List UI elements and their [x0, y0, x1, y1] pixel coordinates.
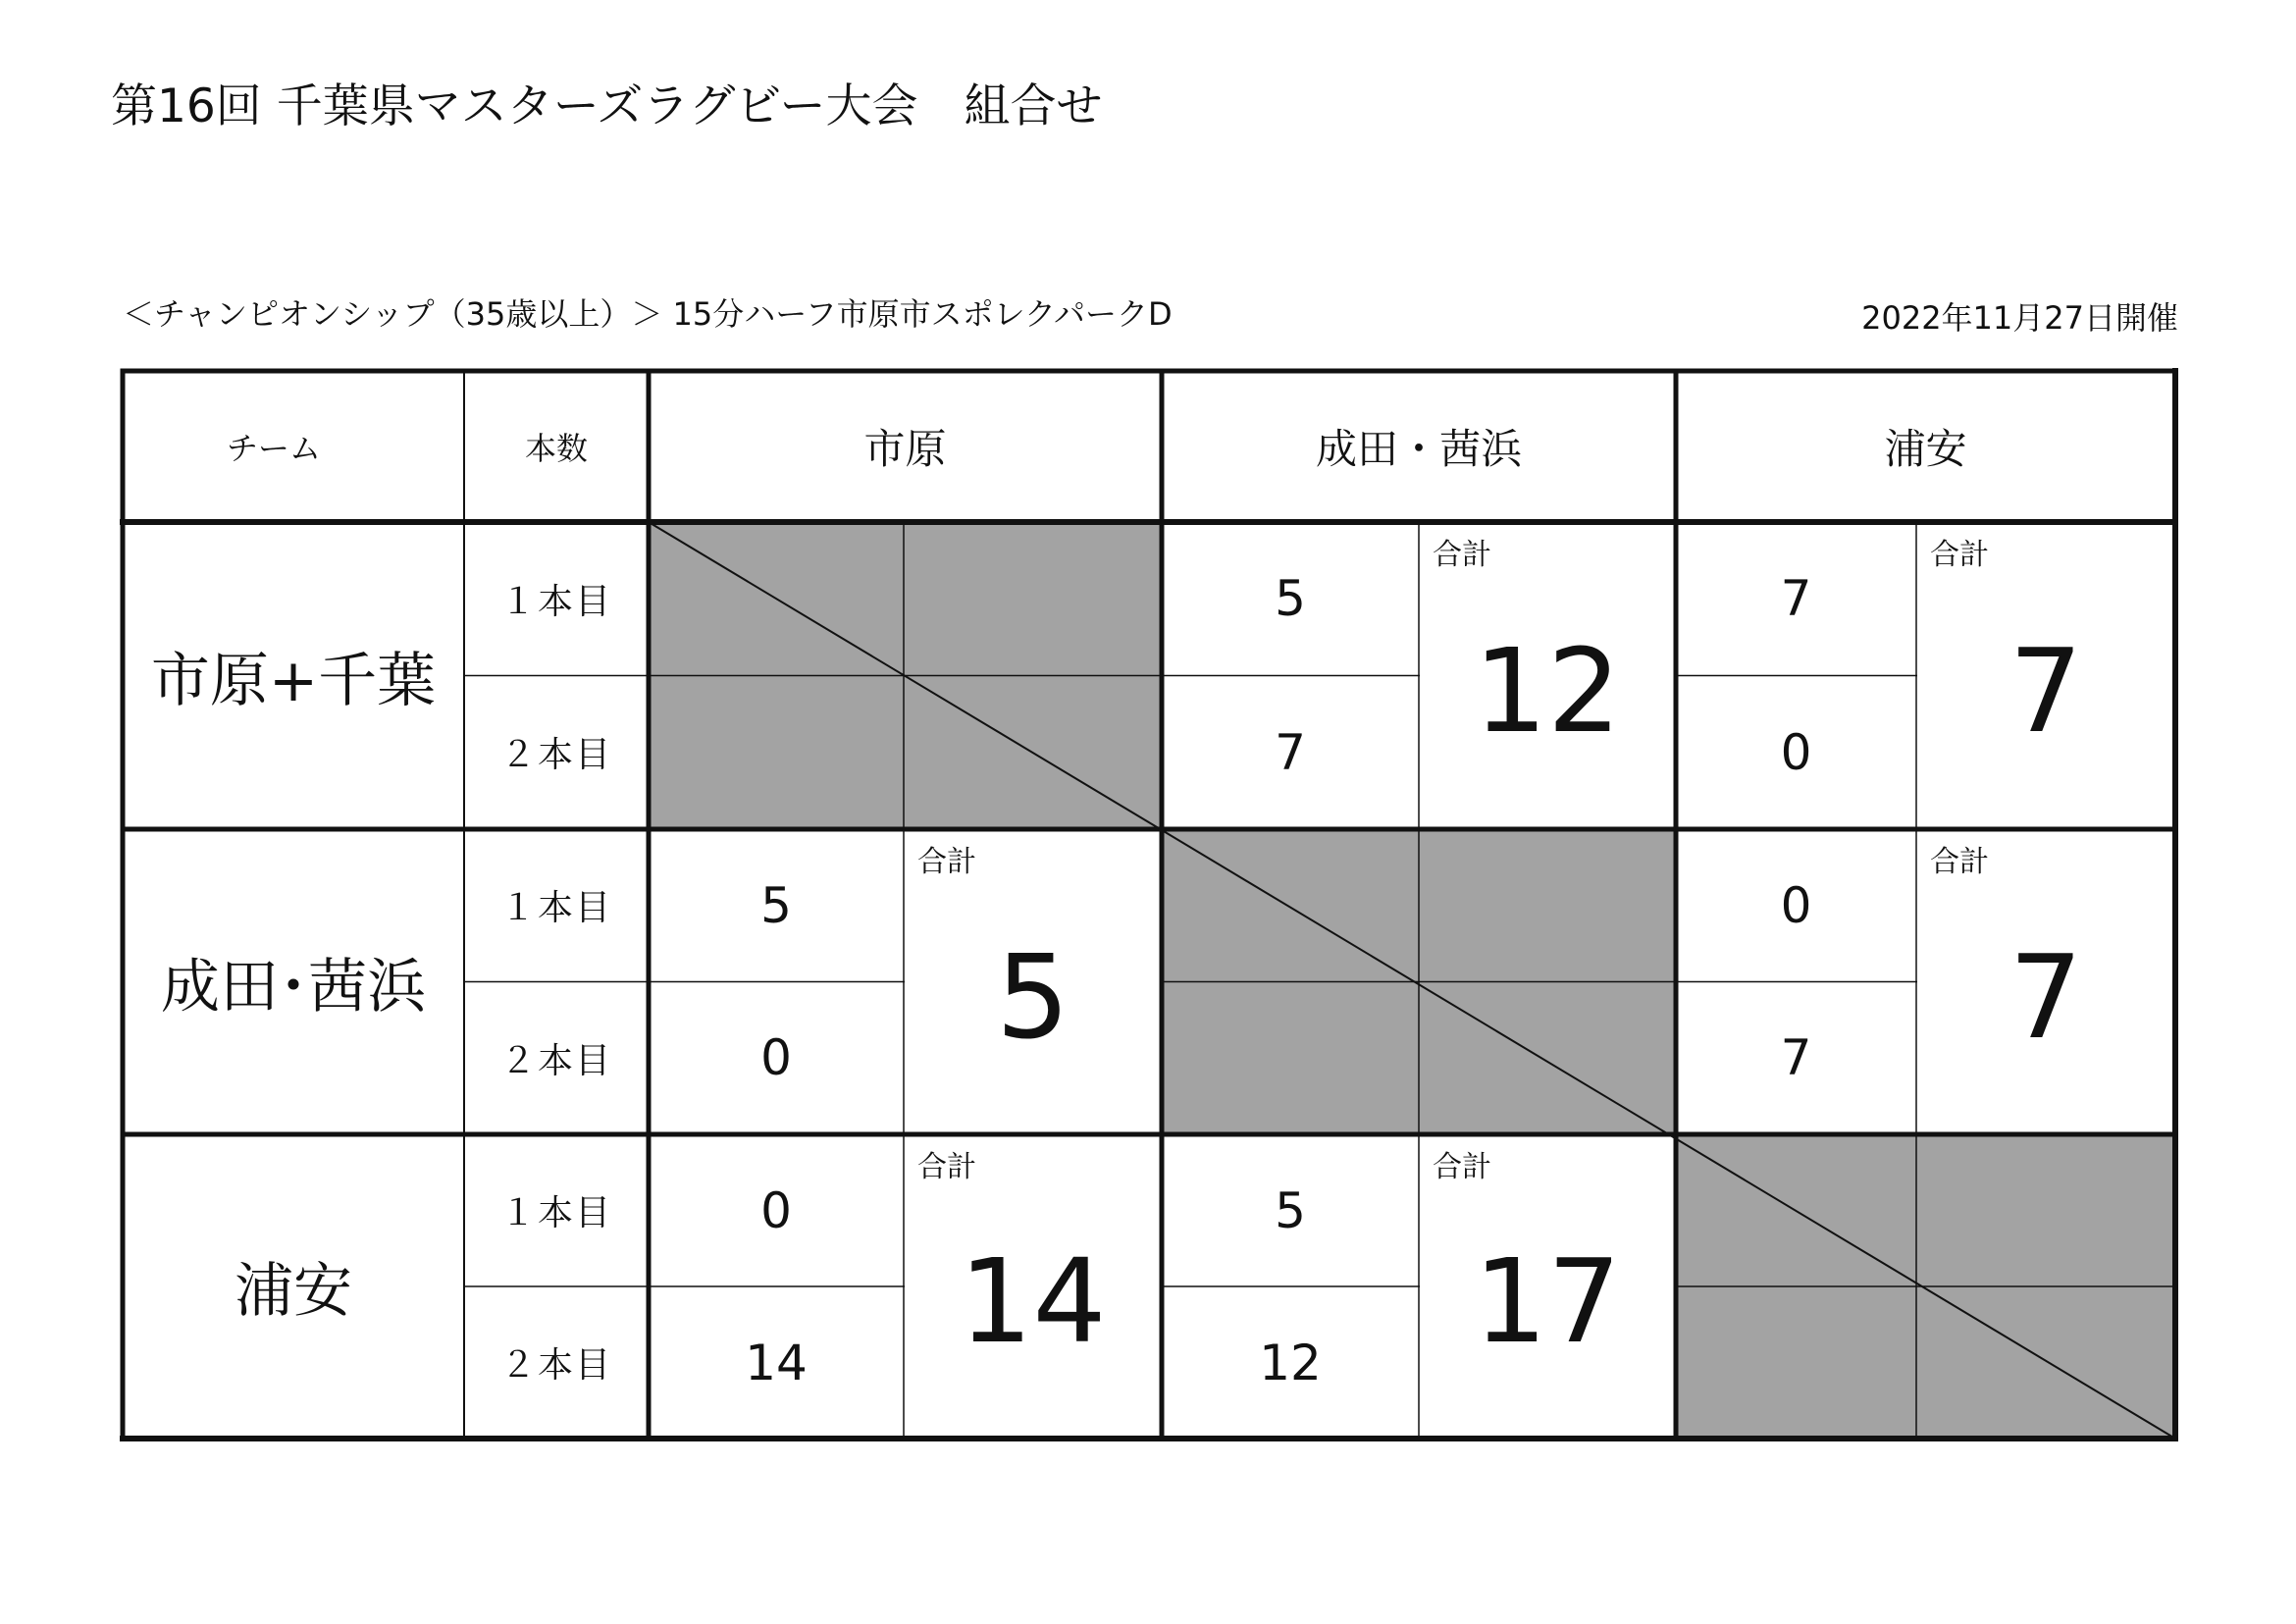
row-team-name: 市原+千葉 [150, 646, 437, 715]
half-label: １本目 [499, 581, 612, 622]
total-label: 合計 [917, 845, 976, 879]
second-half-score: 12 [1259, 1334, 1322, 1391]
half-label: ２本目 [499, 1040, 612, 1081]
first-half-score: 5 [1275, 570, 1306, 628]
half-label: ２本目 [499, 1345, 612, 1386]
first-half-score: 5 [760, 876, 792, 934]
total-label: 合計 [1433, 1150, 1491, 1184]
first-half-score: 5 [1275, 1181, 1306, 1239]
total-label: 合計 [1930, 845, 1989, 879]
second-half-score: 7 [1275, 723, 1306, 781]
match-total-score: 7 [2009, 622, 2083, 759]
half-label: ２本目 [499, 735, 612, 776]
row-team-name: 成田･茜浜 [161, 952, 426, 1022]
second-half-score: 7 [1780, 1029, 1812, 1087]
page-title: 第16回 千葉県マスターズラグビー大会 組合せ [111, 79, 1103, 133]
header-honsu-label: 本数 [524, 430, 588, 467]
total-label: 合計 [1930, 538, 1989, 572]
match-total-score: 17 [1473, 1233, 1622, 1369]
second-half-score: 0 [760, 1029, 792, 1087]
header-team-label: チーム [226, 430, 321, 467]
total-label: 合計 [1433, 538, 1491, 572]
column-header-team: 浦安 [1884, 425, 1967, 473]
match-total-score: 12 [1473, 622, 1622, 759]
first-half-score: 0 [760, 1181, 792, 1239]
competition-subtitle: ＜チャンピオンシップ（35歳以上）＞ 15分ハーフ市原市スポレクパークD [123, 295, 1173, 333]
first-half-score: 0 [1780, 876, 1812, 934]
event-date: 2022年11月27日開催 [1861, 299, 2178, 337]
column-header-team: 成田・茜浜 [1315, 425, 1522, 473]
half-label: １本目 [499, 1193, 612, 1233]
second-half-score: 14 [745, 1334, 808, 1391]
half-label: １本目 [499, 888, 612, 929]
row-team-name: 浦安 [235, 1257, 352, 1326]
match-total-score: 14 [959, 1233, 1107, 1369]
match-total-score: 7 [2009, 928, 2083, 1065]
second-half-score: 0 [1780, 723, 1812, 781]
match-total-score: 5 [995, 928, 1070, 1065]
column-header-team: 市原 [863, 425, 947, 473]
first-half-score: 7 [1780, 570, 1812, 628]
total-label: 合計 [917, 1150, 976, 1184]
